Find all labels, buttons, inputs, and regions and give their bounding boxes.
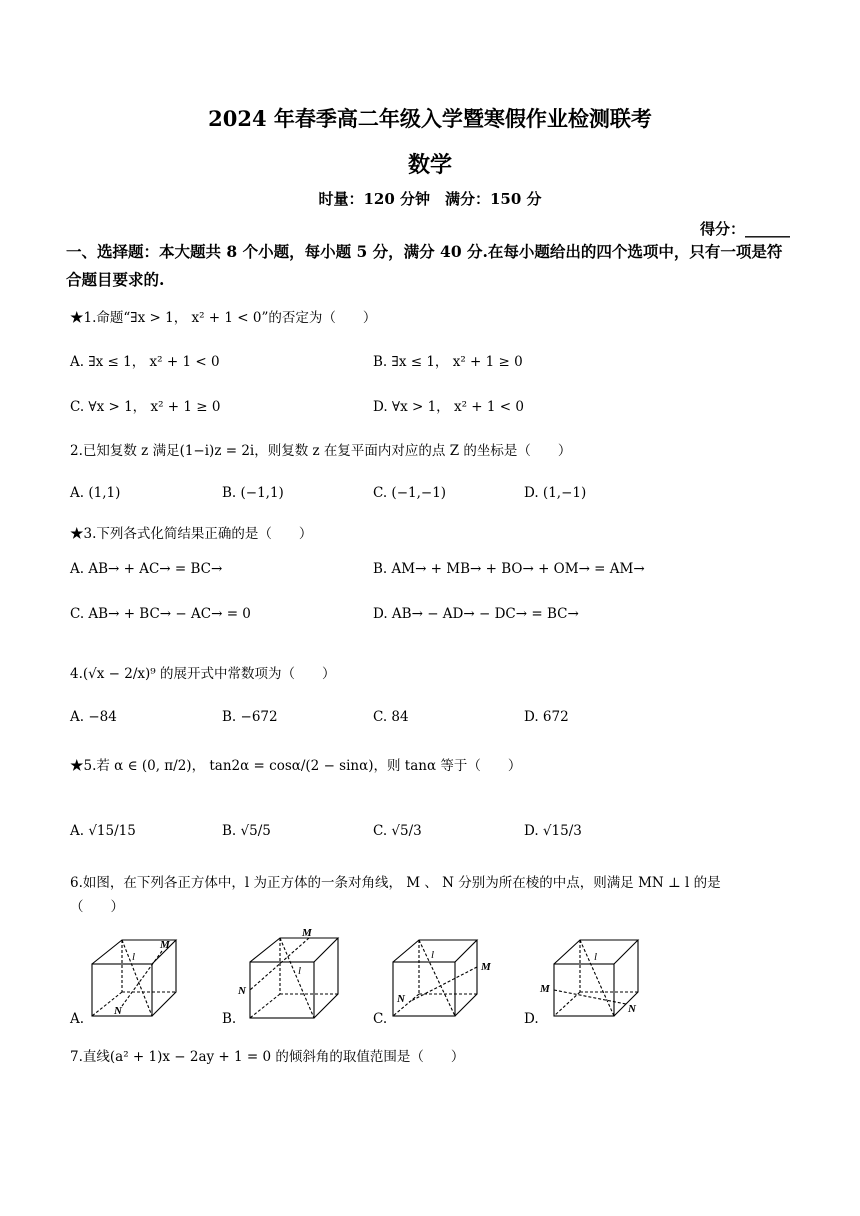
label-l: l — [132, 951, 136, 963]
question-6-option-d[interactable]: D. — [524, 1011, 539, 1027]
cube-figure-c[interactable] — [373, 932, 498, 1022]
question-3-option-a[interactable]: A. AB→ + AC→ = BC→ — [70, 561, 223, 577]
question-5-option-d[interactable]: D. √15/3 — [524, 823, 582, 839]
question-4-option-b[interactable]: B. −672 — [222, 709, 278, 725]
question-4-option-d[interactable]: D. 672 — [524, 709, 569, 725]
section-heading: 一、选择题：本大题共 8 个小题，每小题 5 分，满分 40 分.在每小题给出的四个选项中，只有一项是符合题目要求的. — [66, 242, 783, 289]
exam-meta: 时量：120 分钟 满分：150 分 — [318, 190, 542, 208]
question-5-option-b[interactable]: B. √5/5 — [222, 823, 271, 839]
label-n: N — [114, 1005, 122, 1017]
label-n: N — [628, 1003, 636, 1015]
question-6-option-b[interactable]: B. — [222, 1011, 237, 1027]
question-3-option-b[interactable]: B. AM→ + MB→ + BO→ + OM→ = AM→ — [373, 561, 645, 577]
label-m: M — [540, 983, 550, 995]
label-n: N — [397, 993, 405, 1005]
question-2-stem: 2.已知复数 z 满足(1−i)z = 2i，则复数 z 在复平面内对应的点 Z 的坐标是（ ） — [70, 443, 572, 459]
cube-a-drawing — [70, 930, 180, 1022]
question-1-option-d[interactable]: D. ∀x > 1， x² + 1 < 0 — [373, 399, 524, 415]
label-l: l — [594, 951, 598, 963]
cube-b-drawing — [222, 928, 342, 1022]
score-field: 得分：______ — [699, 220, 790, 238]
label-m: M — [481, 961, 491, 973]
question-4-option-a[interactable]: A. −84 — [70, 709, 117, 725]
question-2-option-b[interactable]: B. (−1,1) — [222, 485, 284, 501]
question-5-stem: ★5.若 α ∈ (0, π/2)， tan2α = cosα/(2 − sinα)，则 tanα 等于（ ） — [70, 758, 522, 774]
cube-figure-a[interactable] — [70, 930, 180, 1022]
question-7-stem: 7.直线(a² + 1)x − 2ay + 1 = 0 的倾斜角的取值范围是（ ） — [70, 1049, 465, 1065]
question-2-option-c[interactable]: C. (−1,−1) — [373, 485, 447, 501]
label-n: N — [238, 985, 246, 997]
question-6-option-c[interactable]: C. — [373, 1011, 388, 1027]
question-4-stem: 4.(√x − 2/x)⁹ 的展开式中常数项为（ ） — [70, 666, 336, 682]
cube-c-drawing — [373, 932, 498, 1022]
label-m: M — [302, 928, 312, 939]
question-3-option-c[interactable]: C. AB→ + BC→ − AC→ = 0 — [70, 606, 251, 622]
question-5-option-a[interactable]: A. √15/15 — [70, 823, 136, 839]
question-4-option-c[interactable]: C. 84 — [373, 709, 409, 725]
question-5-option-c[interactable]: C. √5/3 — [373, 823, 422, 839]
question-6-option-a[interactable]: A. — [70, 1011, 85, 1027]
question-6-stem: 6.如图，在下列各正方体中，l 为正方体的一条对角线， M 、 N 分别为所在棱的中点，则满足 MN ⊥ l 的是 — [70, 875, 721, 891]
question-1-option-c[interactable]: C. ∀x > 1， x² + 1 ≥ 0 — [70, 399, 221, 415]
label-l: l — [298, 965, 302, 977]
question-2-option-a[interactable]: A. (1,1) — [70, 485, 121, 501]
exam-title: 2024 年春季高二年级入学暨寒假作业检测联考 — [208, 106, 652, 131]
subject-title: 数学 — [407, 152, 452, 178]
cube-figure-d[interactable] — [524, 932, 649, 1022]
question-1-option-a[interactable]: A. ∃x ≤ 1， x² + 1 < 0 — [70, 354, 220, 370]
question-1-stem: ★1.命题“∃x > 1， x² + 1 < 0”的否定为（ ） — [70, 310, 377, 326]
question-2-option-d[interactable]: D. (1,−1) — [524, 485, 587, 501]
question-3-stem: ★3.下列各式化简结果正确的是（ ） — [70, 526, 313, 542]
question-3-option-d[interactable]: D. AB→ − AD→ − DC→ = BC→ — [373, 606, 579, 622]
label-l: l — [431, 949, 435, 961]
cube-figure-b[interactable] — [222, 928, 342, 1022]
question-1-option-b[interactable]: B. ∃x ≤ 1， x² + 1 ≥ 0 — [373, 354, 523, 370]
label-m: M — [160, 939, 170, 951]
question-6-stem-cont: （ ） — [70, 899, 124, 915]
cube-d-drawing — [524, 932, 649, 1022]
